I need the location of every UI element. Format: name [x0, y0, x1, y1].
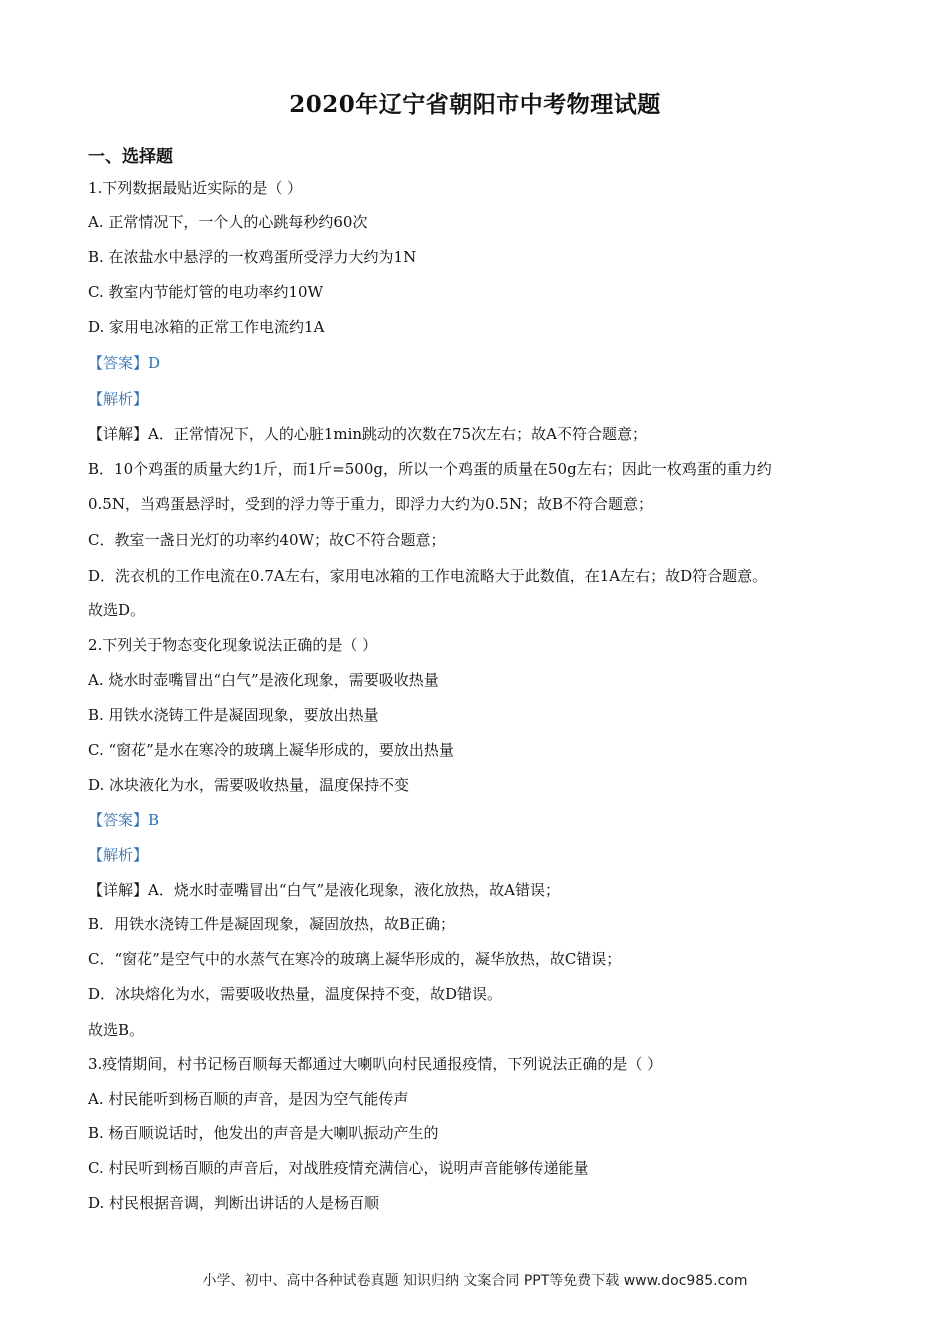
text-line: 【详解】A．正常情况下，人的心脏1min跳动的次数在75次左右；故A不符合题意； — [88, 425, 647, 443]
text-line: D. 村民根据音调，判断出讲话的人是杨百顺 — [88, 1194, 380, 1212]
text-line: C. “窗花”是水在寒冷的玻璃上凝华形成的，要放出热量 — [88, 741, 454, 759]
text-line: 2.下列关于物态变化现象说法正确的是（ ） — [88, 636, 378, 654]
text-line: B．用铁水浇铸工件是凝固现象，凝固放热，故B正确； — [88, 915, 456, 933]
text-line: D. 家用电冰箱的正常工作电流约1A — [88, 318, 325, 336]
text-line: 1.下列数据最贴近实际的是（ ） — [88, 179, 303, 197]
text-line: 【详解】A．烧水时壶嘴冒出“白气”是液化现象，液化放热，故A错误； — [88, 881, 561, 899]
section-heading: 一、选择题 — [88, 147, 173, 167]
page-title: 2020年辽宁省朝阳市中考物理试题 — [289, 91, 661, 118]
text-line: D．冰块熔化为水，需要吸收热量，温度保持不变，故D错误。 — [88, 985, 503, 1003]
text-line: 故选D。 — [88, 601, 146, 619]
answer-tag-line: 【答案】B — [88, 811, 160, 829]
text-line: 0.5N，当鸡蛋悬浮时，受到的浮力等于重力，即浮力大约为0.5N；故B不符合题意； — [88, 495, 653, 513]
text-line: A. 村民能听到杨百顺的声音，是因为空气能传声 — [88, 1090, 409, 1108]
text-line: B. 在浓盐水中悬浮的一枚鸡蛋所受浮力大约为1N — [88, 248, 417, 266]
text-line: C．“窗花”是空气中的水蒸气在寒冷的玻璃上凝华形成的，凝华放热，故C错误； — [88, 950, 622, 968]
text-line: B．10个鸡蛋的质量大约1斤，而1斤=500g，所以一个鸡蛋的质量在50g左右；因此一枚鸡蛋的重力约 — [88, 460, 772, 478]
text-line: C. 教室内节能灯管的电功率约10W — [88, 283, 323, 301]
text-line: C．教室一盏日光灯的功率约40W；故C不符合题意； — [88, 531, 446, 549]
text-line: C. 村民听到杨百顺的声音后，对战胜疫情充满信心，说明声音能够传递能量 — [88, 1159, 589, 1177]
text-line: 故选B。 — [88, 1021, 145, 1039]
answer-tag-line: 【答案】D — [88, 354, 161, 372]
text-line: A. 烧水时壶嘴冒出“白气”是液化现象，需要吸收热量 — [88, 671, 439, 689]
text-line: 3.疫情期间，村书记杨百顺每天都通过大喇叭向村民通报疫情，下列说法正确的是（ ） — [88, 1055, 663, 1073]
answer-tag-line: 【解析】 — [88, 846, 149, 864]
text-line: B. 杨百顺说话时，他发出的声音是大喇叭振动产生的 — [88, 1124, 439, 1142]
text-line: D．洗衣机的工作电流在0.7A左右，家用电冰箱的工作电流略大于此数值，在1A左右；故D符合题意。 — [88, 567, 768, 585]
answer-tag-line: 【解析】 — [88, 390, 149, 408]
text-line: A. 正常情况下，一个人的心跳每秒约60次 — [88, 213, 368, 231]
text-line: D. 冰块液化为水，需要吸收热量，温度保持不变 — [88, 776, 410, 794]
page-footer: 小学、初中、高中各种试卷真题 知识归纳 文案合同 PPT等免费下载 www.doc985.com — [202, 1273, 748, 1289]
text-line: B. 用铁水浇铸工件是凝固现象，要放出热量 — [88, 706, 379, 724]
